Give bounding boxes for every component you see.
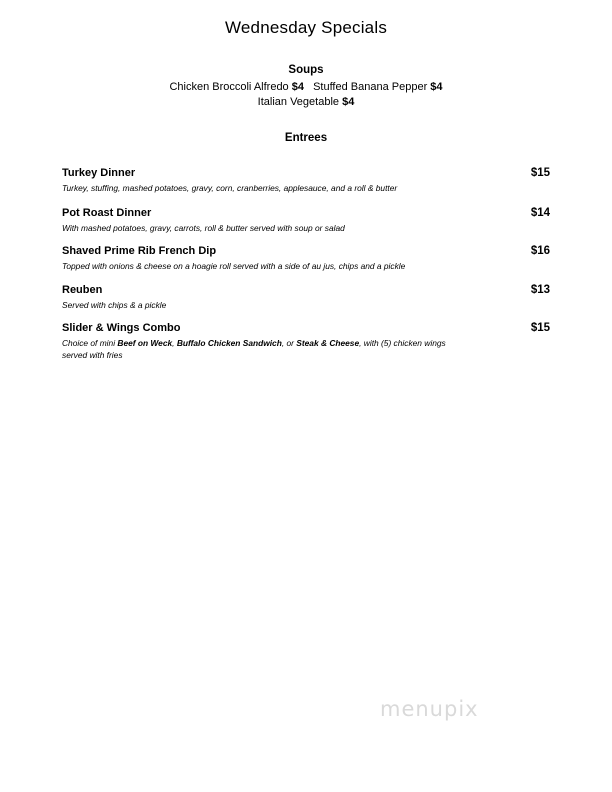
entree-name: Shaved Prime Rib French Dip [62,245,217,257]
entree-name: Turkey Dinner [62,167,136,179]
entree-price: $15 [530,167,550,179]
desc-text: Choice of mini [62,338,118,348]
desc-text: , with (5) chicken wings served with fries [62,338,446,360]
entree-description: Turkey, stuffing, mashed potatoes, gravy, corn, cranberries, applesauce, and a roll & butter [62,183,398,193]
entree-price: $16 [530,245,550,257]
entree-name: Pot Roast Dinner [62,207,152,219]
entree-price: $14 [530,207,550,219]
entrees-heading: Entrees [284,132,328,144]
entree-item [62,322,550,361]
soup-name: Chicken Broccoli Alfredo [169,81,289,93]
page-title: Wednesday Specials [224,18,388,37]
entree-name: Slider & Wings Combo [62,322,181,334]
desc-bold: Beef on Weck [117,338,173,348]
desc-bold: Buffalo Chicken Sandwich [176,338,282,348]
desc-bold: Steak & Cheese [296,338,360,348]
entree-item [62,245,550,272]
entree-name: Reuben [62,284,103,296]
entree-description: Topped with onions & cheese on a hoagie roll served with a side of au jus, chips and a pickle [62,261,406,271]
entree-item [62,284,550,311]
desc-text: , or [281,338,297,348]
entree-price: $15 [530,322,550,334]
soup-price: $4 [342,96,355,108]
soup-name: Italian Vegetable [257,96,340,108]
entree-item [62,167,550,194]
entree-description: Served with chips & a pickle [62,300,167,310]
soup-price: $4 [430,81,443,93]
entree-description: With mashed potatoes, gravy, carrots, roll & butter served with soup or salad [62,223,345,233]
soup-price: $4 [291,81,304,93]
watermark-logo: menupix [380,697,479,721]
entree-price: $13 [530,284,550,296]
entree-description [62,337,462,361]
entree-item [62,207,550,234]
soup-line [0,96,612,108]
soup-line [0,81,612,93]
soup-name: Stuffed Banana Pepper [313,81,428,93]
soups-heading: Soups [288,64,324,76]
desc-text: , [172,338,177,348]
